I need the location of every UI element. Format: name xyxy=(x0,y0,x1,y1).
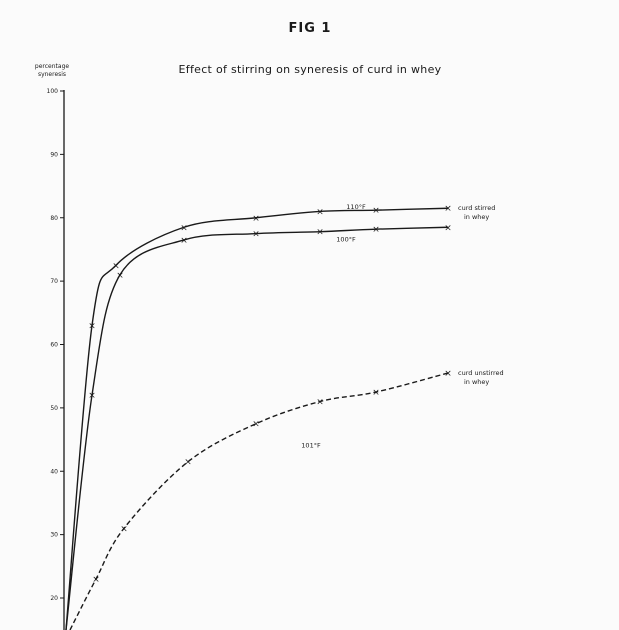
series-name: 110°F xyxy=(346,202,366,211)
y-tick-label: 50 xyxy=(50,404,58,412)
data-point: × xyxy=(88,391,96,402)
data-point: × xyxy=(316,207,324,218)
data-point: × xyxy=(88,321,96,332)
series-description: in whey xyxy=(464,378,490,387)
data-point: × xyxy=(444,204,452,215)
y-axis-label-line-2: syneresis xyxy=(37,71,67,78)
data-point: × xyxy=(252,229,260,240)
series-line xyxy=(70,373,448,630)
data-point: × xyxy=(120,524,128,535)
data-point: × xyxy=(112,261,120,272)
y-axis-ticks xyxy=(47,88,64,602)
series-description: curd stirred xyxy=(458,204,496,213)
data-point: × xyxy=(184,457,192,468)
y-tick-label: 60 xyxy=(50,341,58,349)
y-tick-label: 20 xyxy=(50,595,58,602)
data-point: × xyxy=(252,213,260,224)
y-tick-label: 40 xyxy=(50,468,58,476)
y-tick-label: 80 xyxy=(50,214,58,222)
y-tick-label: 90 xyxy=(50,151,58,159)
data-point: × xyxy=(116,270,124,281)
data-point: × xyxy=(372,388,380,399)
series-description: curd unstirred xyxy=(458,369,504,378)
series-name: 101°F xyxy=(301,441,321,450)
y-tick-label: 30 xyxy=(50,531,58,539)
chart-title: Effect of stirring on syneresis of curd in whey xyxy=(178,63,442,76)
data-point: × xyxy=(372,206,380,217)
series-name: 100°F xyxy=(336,235,356,244)
figure-label: FIG 1 xyxy=(288,21,332,36)
data-point: × xyxy=(180,235,188,246)
series-description: in whey xyxy=(464,213,490,222)
data-point: × xyxy=(92,574,100,585)
data-point: × xyxy=(372,225,380,236)
y-axis-label-line-1: percentage xyxy=(34,63,70,70)
data-point: × xyxy=(444,369,452,380)
data-point: × xyxy=(316,227,324,238)
y-tick-label: 100 xyxy=(46,88,58,95)
y-tick-label: 70 xyxy=(50,278,58,286)
data-point: × xyxy=(316,397,324,408)
data-point: × xyxy=(252,419,260,430)
data-point: × xyxy=(444,223,452,234)
data-point: × xyxy=(180,223,188,234)
series-group xyxy=(66,203,504,630)
